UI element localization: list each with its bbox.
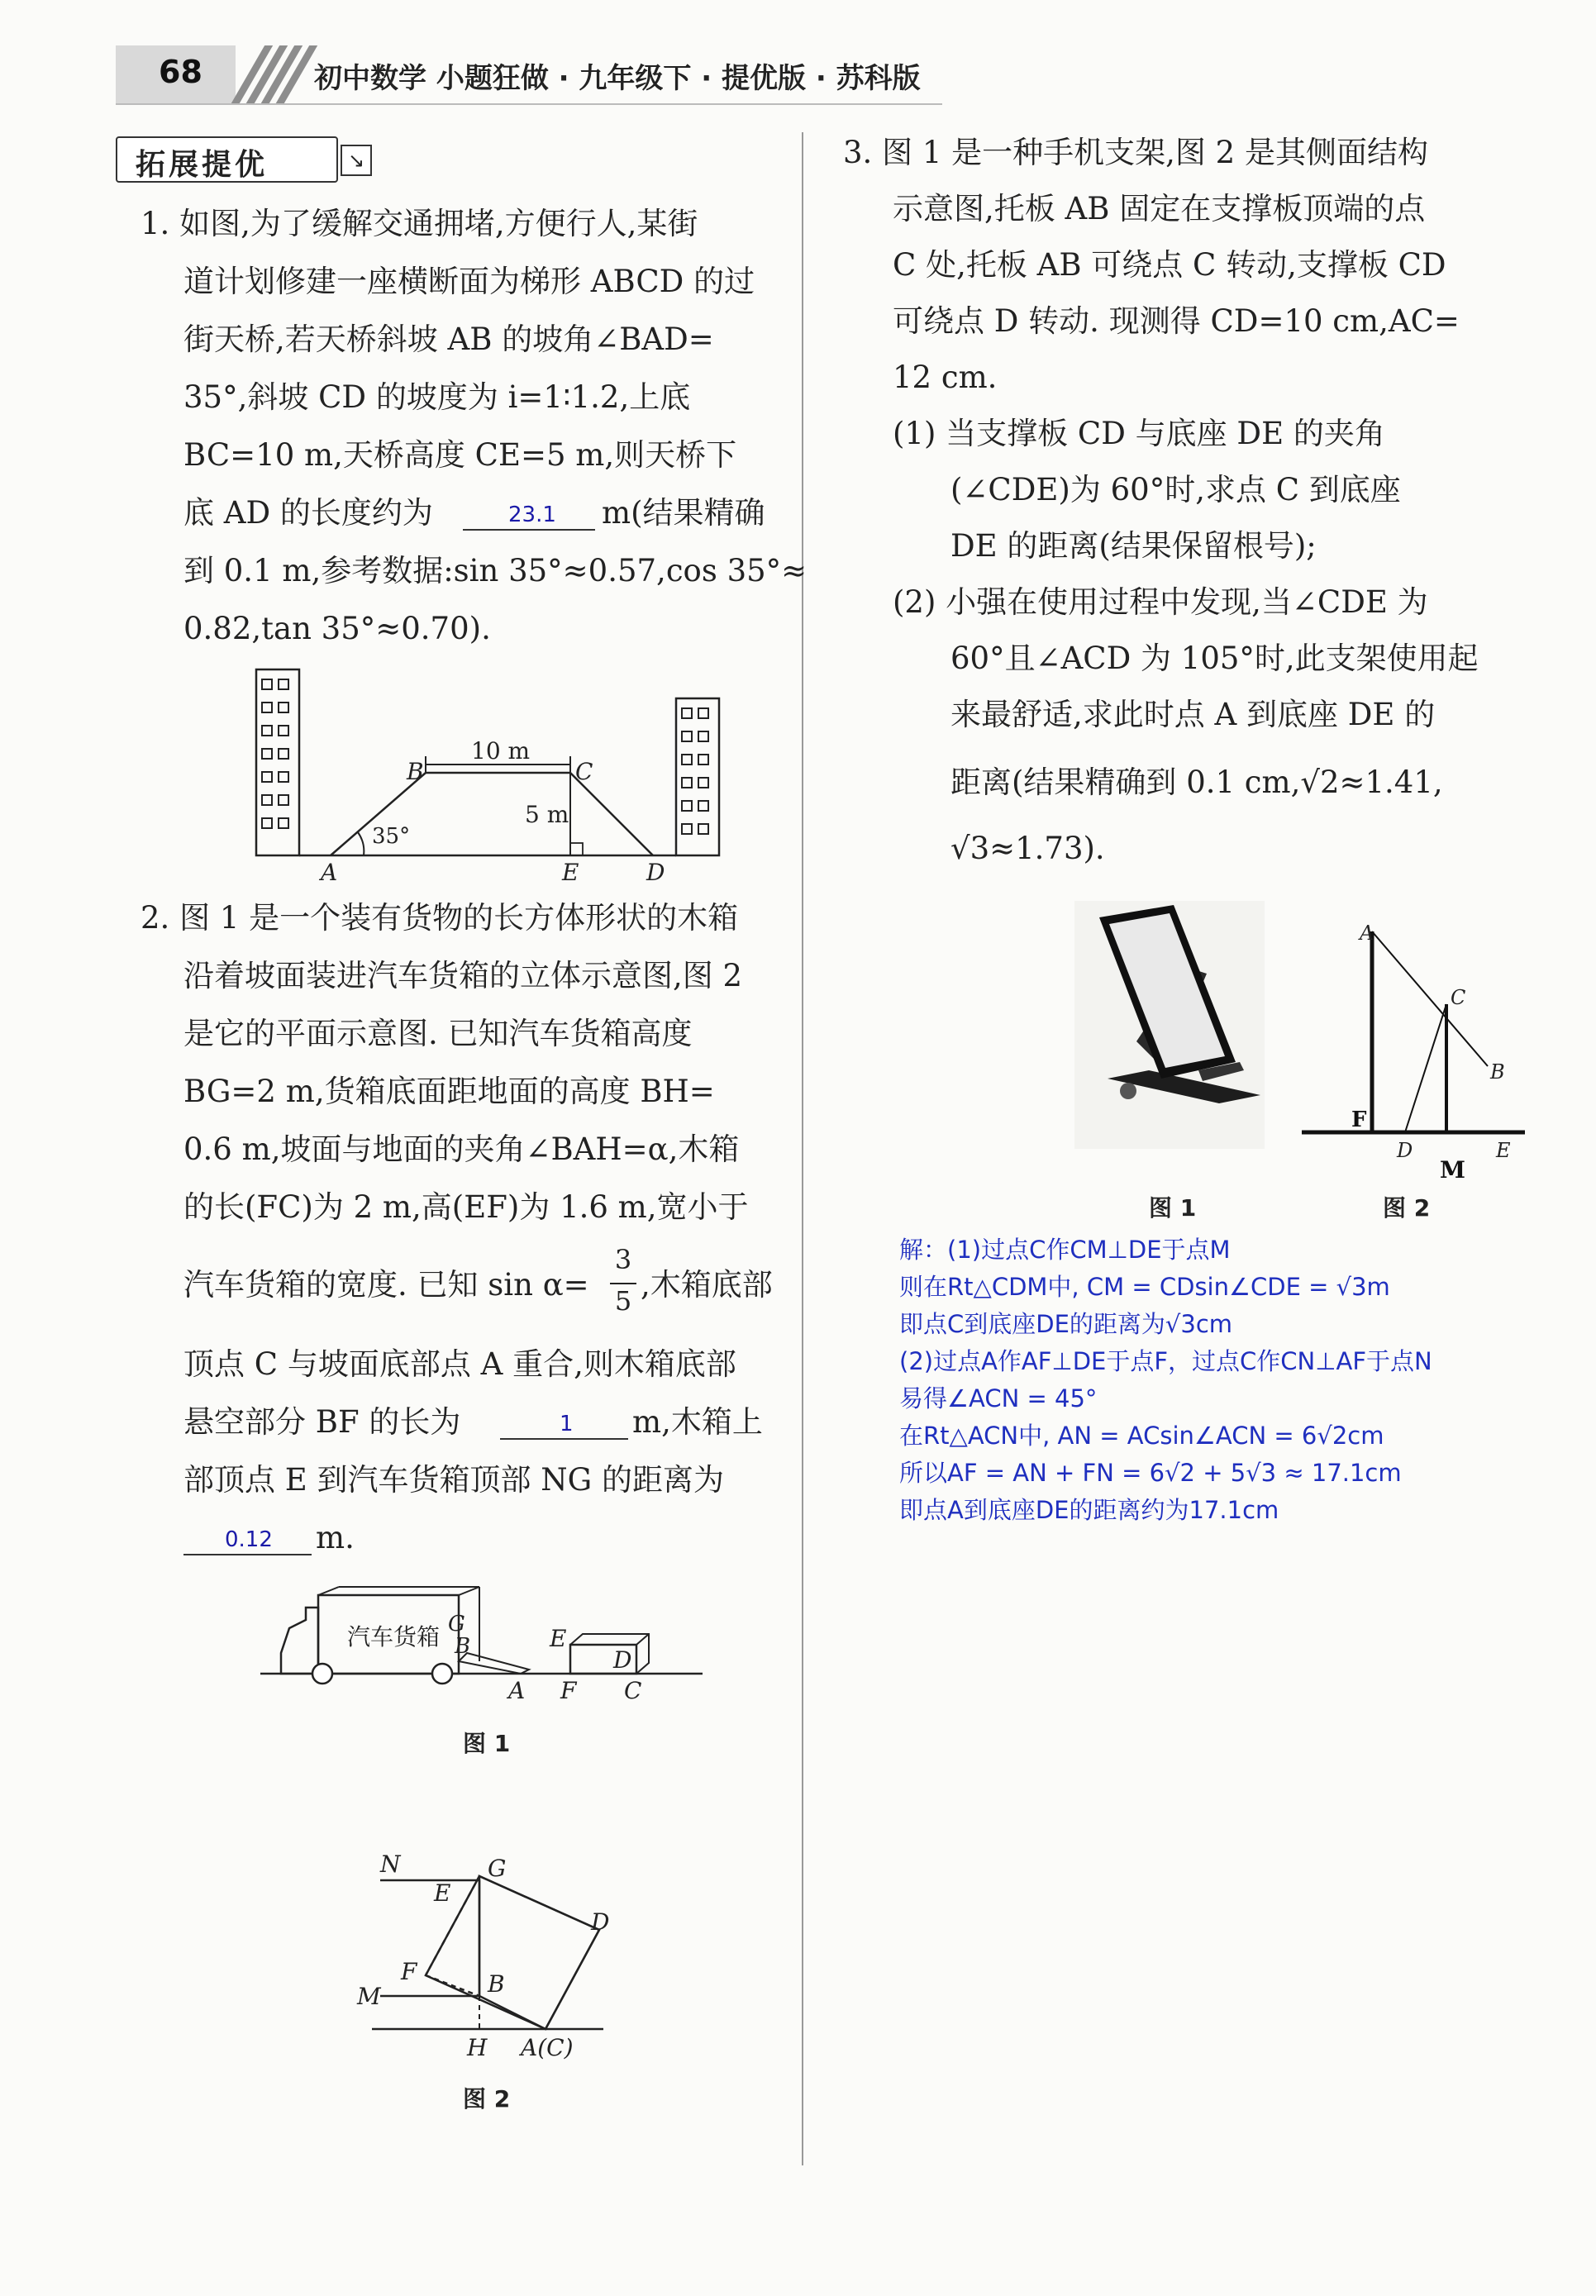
q1-line: BC=10 m,天桥高度 CE=5 m,则天桥下 bbox=[183, 437, 737, 473]
fig2-F-label: F bbox=[1351, 1108, 1367, 1132]
fig1-C-label: C bbox=[624, 1677, 642, 1704]
fig2-B-label: B bbox=[1490, 1060, 1505, 1084]
solution-line: 易得∠ACN = 45° bbox=[899, 1384, 1098, 1412]
point-B-label: B bbox=[407, 758, 424, 785]
fig2-E-label: E bbox=[434, 1879, 451, 1907]
q2-line: m. bbox=[316, 1520, 355, 1555]
q3-line: (∠CDE)为 60°时,求点 C 到底座 bbox=[950, 472, 1401, 507]
book-title: 初中数学 小题狂做 · 九年级下 · 提优版 · 苏科版 bbox=[314, 62, 921, 95]
fraction-bar bbox=[610, 1283, 636, 1284]
solution-line: 所以AF = AN + FN = 6√2 + 5√3 ≈ 17.1cm bbox=[899, 1459, 1402, 1487]
q2-line: 汽车货箱的宽度. 已知 sin α= bbox=[183, 1267, 589, 1303]
truck-label: 汽车货箱 bbox=[347, 1623, 441, 1651]
q2-line: 是它的平面示意图. 已知汽车货箱高度 bbox=[183, 1016, 693, 1051]
q1-line: 0.82,tan 35°≈0.70). bbox=[183, 611, 491, 646]
fig2-N-label: N bbox=[380, 1851, 401, 1878]
q2-line: 0.6 m,坡面与地面的夹角∠BAH=α,木箱 bbox=[183, 1131, 740, 1167]
answer-blank bbox=[500, 1438, 628, 1440]
answer-blank bbox=[183, 1554, 312, 1555]
fig1-E-label: E bbox=[550, 1625, 567, 1652]
fig2-G-label: G bbox=[488, 1855, 507, 1882]
point-E-label: E bbox=[562, 859, 579, 884]
page-number: 68 bbox=[159, 54, 202, 90]
fig2-E-label: E bbox=[1496, 1139, 1511, 1162]
fig2-D-label: D bbox=[1397, 1139, 1413, 1162]
q1-answer: 23.1 bbox=[508, 503, 556, 527]
q3-line: (1) 当支撑板 CD 与底座 DE 的夹角 bbox=[893, 416, 1385, 451]
q2-answer-distance: 0.12 bbox=[225, 1527, 273, 1552]
q3-line: 来最舒适,求此时点 A 到底座 DE 的 bbox=[950, 697, 1436, 732]
q2-line: 顶点 C 与坡面底部点 A 重合,则木箱底部 bbox=[183, 1346, 736, 1382]
q2-fig1-caption: 图 1 bbox=[463, 1730, 511, 1757]
fraction-numerator: 3 bbox=[614, 1244, 632, 1275]
q2-line: m,木箱上 bbox=[632, 1404, 763, 1440]
phone-stand-photo bbox=[1074, 901, 1265, 1149]
q1-line: m(结果精确 bbox=[602, 495, 765, 531]
fraction-denominator: 5 bbox=[614, 1285, 632, 1317]
q1-line: 街天桥,若天桥斜坡 AB 的坡角∠BAD= bbox=[183, 322, 714, 357]
q3-line: (2) 小强在使用过程中发现,当∠CDE 为 bbox=[893, 584, 1428, 620]
fig2-A-label: A bbox=[1360, 922, 1374, 945]
fig2-M-label: M bbox=[1440, 1156, 1465, 1184]
q3-fig2-caption: 图 2 bbox=[1383, 1194, 1431, 1222]
q2-line: 悬空部分 BF 的长为 bbox=[183, 1404, 461, 1440]
header-rule bbox=[116, 103, 942, 105]
answer-blank bbox=[463, 529, 595, 531]
q3-line: DE 的距离(结果保留根号); bbox=[950, 528, 1317, 564]
truck-figure bbox=[256, 1583, 719, 1707]
q3-fig1-caption: 图 1 bbox=[1149, 1194, 1197, 1222]
page-number-box bbox=[116, 45, 236, 103]
q2-line: 部顶点 E 到汽车货箱顶部 NG 的距离为 bbox=[183, 1462, 724, 1498]
height-label: 5 m bbox=[525, 801, 569, 828]
q3-line: 示意图,托板 AB 固定在支撑板顶端的点 bbox=[893, 191, 1426, 226]
fig1-D-label: D bbox=[613, 1646, 632, 1674]
fig1-A-label: A bbox=[508, 1677, 526, 1704]
q2-fig2-caption: 图 2 bbox=[463, 2085, 511, 2113]
q3-line: √3≈1.73). bbox=[950, 831, 1105, 866]
arrow-icon: ↘ bbox=[341, 145, 372, 176]
section-tag bbox=[116, 136, 338, 183]
q2-line: 的长(FC)为 2 m,高(EF)为 1.6 m,宽小于 bbox=[183, 1189, 749, 1225]
q2-line: BG=2 m,货箱底面距地面的高度 BH= bbox=[183, 1074, 715, 1109]
column-divider bbox=[802, 132, 803, 2165]
point-A-label: A bbox=[321, 859, 338, 884]
q2-line: 沿着坡面装进汽车货箱的立体示意图,图 2 bbox=[183, 958, 743, 993]
q3-line: C 处,托板 AB 可绕点 C 转动,支撑板 CD bbox=[893, 247, 1446, 283]
bridge-figure bbox=[248, 661, 736, 884]
box-plan-figure bbox=[355, 1839, 628, 2062]
solution-line: (2)过点A作AF⊥DE于点F，过点C作CN⊥AF于点N bbox=[899, 1347, 1432, 1375]
q2-line: ,木箱底部 bbox=[641, 1267, 773, 1303]
point-D-label: D bbox=[646, 859, 665, 884]
q3-line: 3. 图 1 是一种手机支架,图 2 是其侧面结构 bbox=[843, 135, 1428, 170]
q1-line: 35°,斜坡 CD 的坡度为 i=1∶1.2,上底 bbox=[183, 379, 691, 415]
q1-line: 1. 如图,为了缓解交通拥堵,方便行人,某街 bbox=[141, 206, 698, 241]
fig2-H-label: H bbox=[467, 2034, 488, 2061]
solution-line: 即点C到底座DE的距离为√3cm bbox=[899, 1310, 1233, 1338]
stand-structure-figure bbox=[1289, 905, 1529, 1186]
q1-line: 道计划修建一座横断面为梯形 ABCD 的过 bbox=[183, 264, 755, 299]
q2-answer-bf: 1 bbox=[560, 1412, 574, 1436]
q3-line: 可绕点 D 转动. 现测得 CD=10 cm,AC= bbox=[893, 303, 1460, 339]
fig2-B-label: B bbox=[488, 1970, 505, 1998]
point-C-label: C bbox=[575, 758, 593, 785]
fig2-C-label: C bbox=[1451, 986, 1466, 1009]
fig1-G-label: G bbox=[448, 1612, 465, 1636]
fig2-D-label: D bbox=[591, 1908, 610, 1936]
solution-line: 在Rt△ACN中, AN = ACsin∠ACN = 6√2cm bbox=[899, 1422, 1384, 1450]
page-header bbox=[116, 45, 942, 103]
q1-line: 到 0.1 m,参考数据:sin 35°≈0.57,cos 35°≈ bbox=[183, 553, 808, 588]
section-tag-label: 拓展提优 bbox=[136, 148, 269, 182]
q3-line: 距离(结果精确到 0.1 cm,√2≈1.41, bbox=[950, 765, 1443, 800]
fig1-F-label: F bbox=[560, 1677, 577, 1704]
q3-line: 12 cm. bbox=[893, 360, 998, 395]
solution-line: 则在Rt△CDM中, CM = CDsin∠CDE = √3m bbox=[899, 1273, 1390, 1301]
angle-label: 35° bbox=[372, 824, 411, 849]
fig2-F-label: F bbox=[401, 1958, 417, 1985]
fig2-AC-label: A(C) bbox=[521, 2034, 574, 2061]
q1-line: 底 AD 的长度约为 bbox=[183, 495, 433, 531]
top-length-label: 10 m bbox=[471, 737, 531, 765]
fig1-B-label: B bbox=[455, 1634, 471, 1659]
fig2-M-label: M bbox=[357, 1983, 381, 2010]
q2-line: 2. 图 1 是一个装有货物的长方体形状的木箱 bbox=[141, 900, 739, 936]
solution-line: 即点A到底座DE的距离约为17.1cm bbox=[899, 1496, 1279, 1524]
solution-line: 解：(1)过点C作CM⊥DE于点M bbox=[899, 1236, 1231, 1264]
q3-line: 60°且∠ACD 为 105°时,此支架使用起 bbox=[950, 641, 1479, 676]
